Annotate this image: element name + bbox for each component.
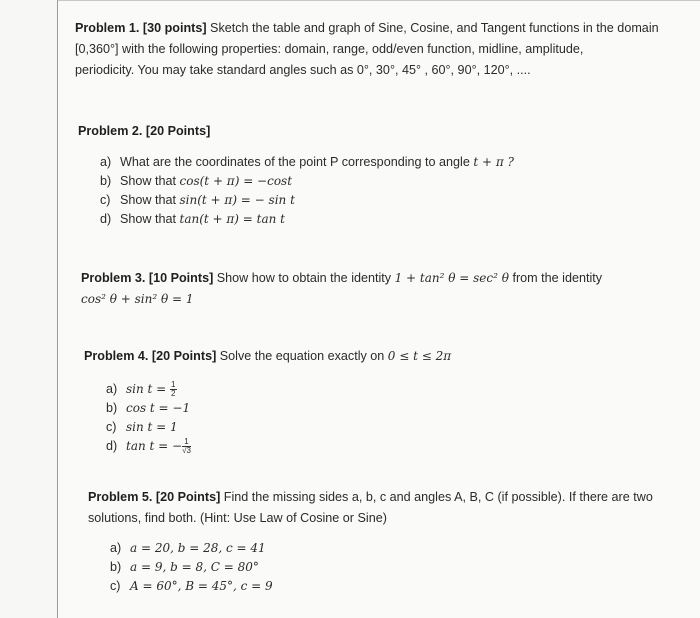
list-item: b) a = 9, b = 8, C = 80° [110, 560, 259, 574]
list-item: a) a = 20, b = 28, c = 41 [110, 541, 266, 555]
problem-3-title: Problem 3. [10 Points] [81, 271, 214, 285]
problem-2 [78, 121, 638, 142]
problem-2-list [100, 153, 514, 229]
problem-5-list [110, 539, 273, 596]
problem-1-title: Problem 1. [30 points] [75, 21, 207, 35]
list-item: c) A = 60°, B = 45°, c = 9 [110, 579, 273, 593]
problem-3-identity: cos² θ + sin² θ = 1 [81, 292, 194, 306]
problem-5-title: Problem 5. [20 Points] [88, 490, 221, 504]
problem-1-line1: Sketch the table and graph of Sine, Cosine, and Tangent functions in the domain [206, 21, 659, 35]
problem-3: Problem 3. [10 Points] Show how to obtain the identity 1 + tan² θ = sec² θ from the identity cos² θ + sin² θ = 1 [81, 268, 681, 310]
list-item: d) Show that tan(t + π) = tan t [100, 212, 286, 226]
problem-4-list [106, 380, 191, 456]
fraction: $\frac{1}{√3}$ [182, 437, 191, 456]
list-item: c) sin t = 1 [106, 420, 178, 434]
list-item: a) What are the coordinates of the point P corresponding to angle t + π ? [100, 155, 514, 169]
problem-4: Problem 4. [20 Points] Solve the equation exactly on 0 ≤ t ≤ 2π [84, 349, 452, 363]
problem-5: Problem 5. [20 Points] Find the missing sides a, b, c and angles A, B, C (if possible). If there are two solutions, find both. (Hint: Use Law of Cosine or Sine) [88, 487, 668, 529]
problem-4-title: Problem 4. [20 Points] [84, 349, 217, 363]
problem-1-line2: [0,360°] with the following properties: domain, range, odd/even function, midline, amplitude, [75, 42, 584, 56]
problem-1-line3: periodicity. You may take standard angles such as 0°, 30°, 45° , 60°, 90°, 120°, .... [75, 63, 531, 77]
list-item: c) Show that sin(t + π) = − sin t [100, 193, 295, 207]
problem-2-title: Problem 2. [20 Points] [78, 124, 211, 138]
list-item: a) sin t = $\frac{1}{2}$ [106, 380, 176, 399]
problem-5-line2: solutions, find both. (Hint: Use Law of Cosine or Sine) [88, 511, 387, 525]
list-item: b) Show that cos(t + π) = −cost [100, 174, 293, 188]
problem-1 [75, 18, 675, 81]
list-item: b) cos t = −1 [106, 401, 191, 415]
list-item: d) tan t = − $\frac{1}{√3}$ [106, 437, 191, 456]
fraction: $\frac{1}{2}$ [171, 380, 176, 399]
